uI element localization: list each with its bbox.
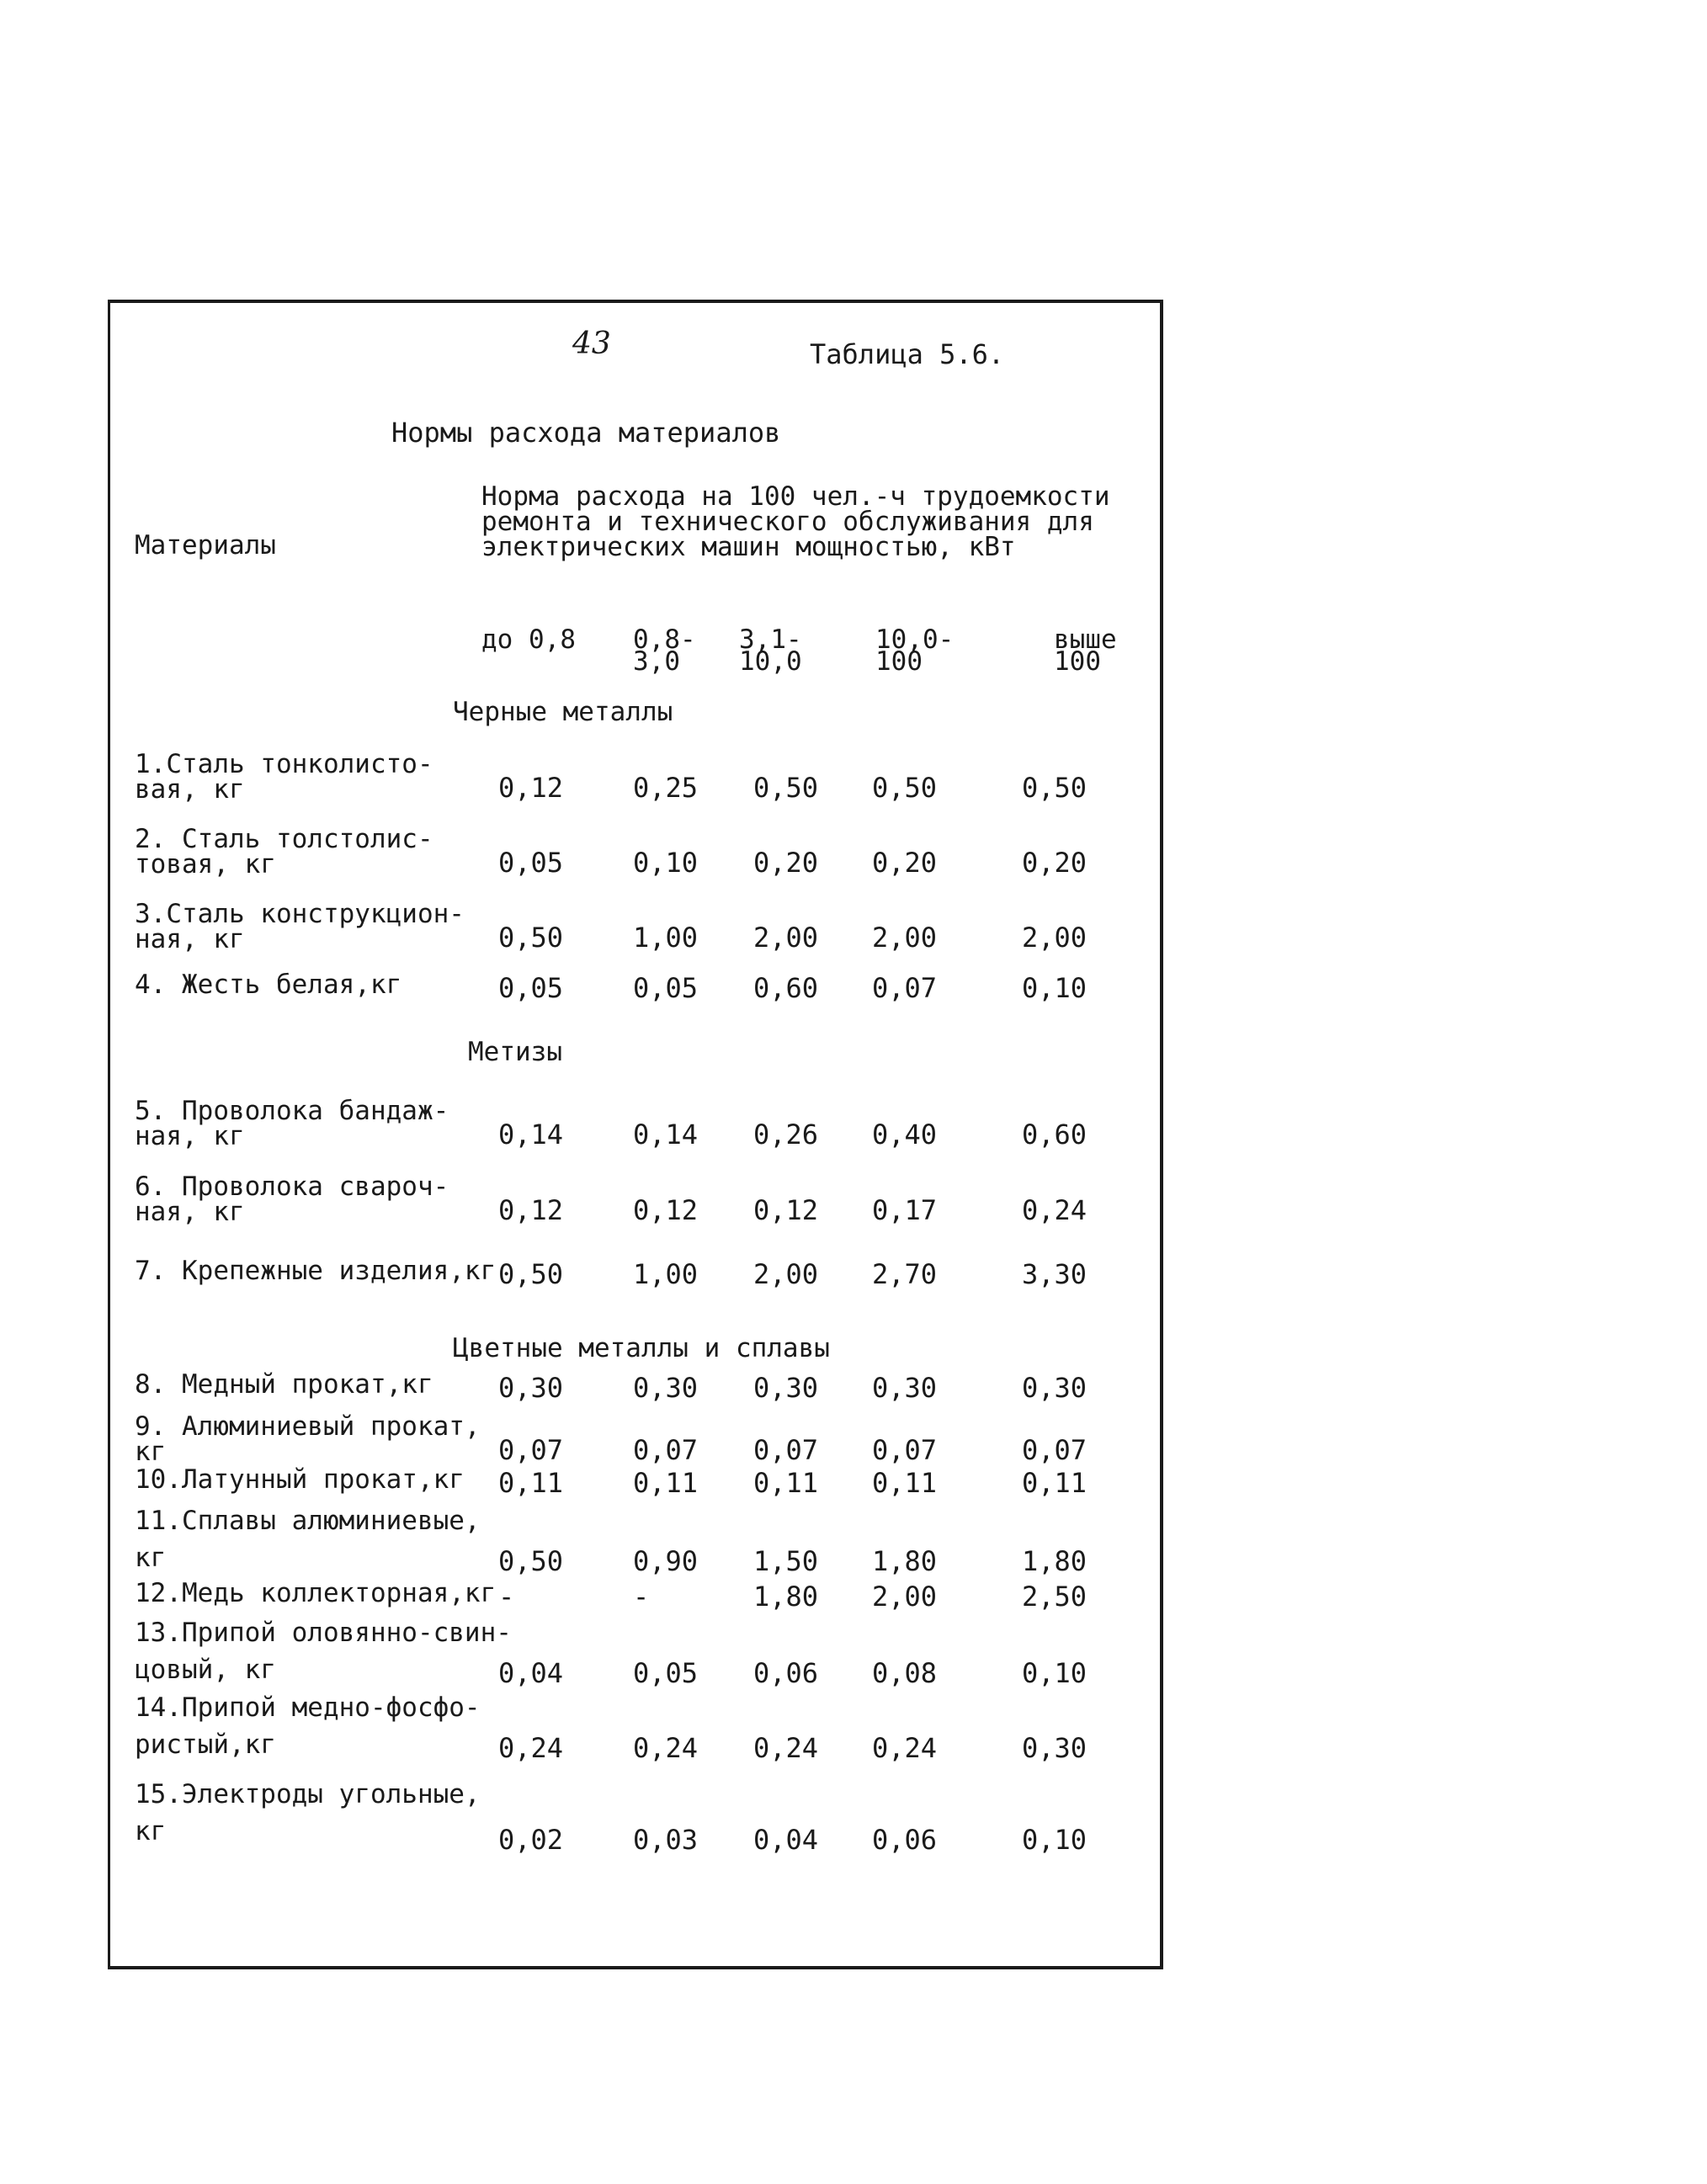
page-number: 43 xyxy=(572,327,611,361)
row-label: 14.Припой медно-фосфо- ристый,кг xyxy=(135,1692,481,1760)
table-cell: 0,05 xyxy=(498,847,564,879)
norm-header-line: электрических машин мощностью, кВт xyxy=(481,532,1016,562)
norm-header-line: Норма расхода на 100 чел.-ч трудоемкости xyxy=(481,481,1110,512)
table-cell: 0,60 xyxy=(753,972,819,1004)
table-cell: 0,25 xyxy=(633,772,699,804)
table-cell: 0,30 xyxy=(1022,1732,1087,1764)
section-title: Цветные металлы и сплавы xyxy=(453,1333,830,1363)
table-cell: 0,24 xyxy=(498,1732,564,1764)
table-cell: 0,11 xyxy=(633,1467,699,1499)
table-cell: 0,12 xyxy=(753,1194,819,1226)
table-cell: 0,17 xyxy=(872,1194,938,1226)
table-cell: 1,80 xyxy=(872,1545,938,1577)
table-cell: 0,50 xyxy=(1022,772,1087,804)
table-cell: 0,07 xyxy=(872,972,938,1004)
table-cell: 0,04 xyxy=(753,1824,819,1856)
table-cell: 0,10 xyxy=(633,847,699,879)
table-cell: 2,00 xyxy=(1022,922,1087,954)
table-cell: 0,50 xyxy=(872,772,938,804)
table-cell: 0,11 xyxy=(753,1467,819,1499)
table-cell: 0,07 xyxy=(498,1434,564,1466)
table-cell: 0,05 xyxy=(633,1657,699,1689)
table-cell: 0,50 xyxy=(498,1545,564,1577)
row-label: 12.Медь коллекторная,кг xyxy=(135,1578,497,1608)
table-cell: 0,07 xyxy=(1022,1434,1087,1466)
table-cell: 1,80 xyxy=(753,1581,819,1613)
row-label: 11.Сплавы алюминиевые, кг xyxy=(135,1506,481,1573)
row-label: 2. Сталь толстолис- товая, кг xyxy=(135,824,433,879)
table-cell: 2,00 xyxy=(753,1258,819,1290)
table-cell: 0,30 xyxy=(1022,1372,1087,1404)
table-cell: 2,50 xyxy=(1022,1581,1087,1613)
table-cell: 0,07 xyxy=(872,1434,938,1466)
table-cell: 0,12 xyxy=(498,1194,564,1226)
table-cell: 0,30 xyxy=(753,1372,819,1404)
table-cell: 0,05 xyxy=(498,972,564,1004)
table-cell: 0,12 xyxy=(633,1194,699,1226)
table-cell: 0,11 xyxy=(498,1467,564,1499)
table-cell: 0,50 xyxy=(753,772,819,804)
table-cell: 1,50 xyxy=(753,1545,819,1577)
table-cell: 0,26 xyxy=(753,1119,819,1150)
row-label: 15.Электроды угольные, кг xyxy=(135,1779,481,1847)
table-cell: 2,00 xyxy=(872,922,938,954)
row-label: 5. Проволока бандаж- ная, кг xyxy=(135,1096,449,1151)
table-cell: 1,00 xyxy=(633,922,699,954)
table-cell: 0,20 xyxy=(1022,847,1087,879)
row-label: 8. Медный прокат,кг xyxy=(135,1369,433,1400)
table-cell: 0,50 xyxy=(498,922,564,954)
table-number: Таблица 5.6. xyxy=(810,338,1005,370)
row-label: 10.Латунный прокат,кг xyxy=(135,1464,465,1495)
table-cell: 1,00 xyxy=(633,1258,699,1290)
table-cell: 0,03 xyxy=(633,1824,699,1856)
materials-header: Материалы xyxy=(135,530,276,561)
row-label: 6. Проволока свароч- ная, кг xyxy=(135,1172,449,1227)
table-cell: 0,07 xyxy=(753,1434,819,1466)
column-header: 3,1- 10,0 xyxy=(739,624,802,677)
table-cell: 0,10 xyxy=(1022,1657,1087,1689)
norm-header-line: ремонта и технического обслуживания для xyxy=(481,507,1094,537)
section-title: Метизы xyxy=(468,1037,562,1067)
table-cell: 0,11 xyxy=(872,1467,938,1499)
table-cell: 0,06 xyxy=(753,1657,819,1689)
table-cell: 2,70 xyxy=(872,1258,938,1290)
table-cell: 0,20 xyxy=(753,847,819,879)
section-title: Черные металлы xyxy=(453,697,673,727)
table-cell: 0,10 xyxy=(1022,972,1087,1004)
table-cell: 0,40 xyxy=(872,1119,938,1150)
table-cell: 2,00 xyxy=(753,922,819,954)
table-cell: 0,90 xyxy=(633,1545,699,1577)
table-title: Нормы расхода материалов xyxy=(391,417,781,449)
row-label: 4. Жесть белая,кг xyxy=(135,970,402,1000)
column-header: до 0,8 xyxy=(481,624,576,655)
table-cell: 0,05 xyxy=(633,972,699,1004)
table-cell: 0,24 xyxy=(872,1732,938,1764)
table-cell: 0,08 xyxy=(872,1657,938,1689)
table-cell: 0,30 xyxy=(872,1372,938,1404)
table-cell: 2,00 xyxy=(872,1581,938,1613)
table-cell: 0,24 xyxy=(1022,1194,1087,1226)
table-cell: 0,50 xyxy=(498,1258,564,1290)
row-label: 3.Сталь конструкцион- ная, кг xyxy=(135,899,465,954)
table-cell: - xyxy=(498,1581,515,1613)
table-cell: 0,10 xyxy=(1022,1824,1087,1856)
table-cell: - xyxy=(633,1581,650,1613)
table-cell: 0,02 xyxy=(498,1824,564,1856)
row-label: 1.Сталь тонколисто- вая, кг xyxy=(135,749,433,805)
table-cell: 3,30 xyxy=(1022,1258,1087,1290)
table-cell: 0,60 xyxy=(1022,1119,1087,1150)
row-label: 9. Алюминиевый прокат, кг xyxy=(135,1411,481,1467)
row-label: 13.Припой оловянно-свин- цовый, кг xyxy=(135,1618,512,1685)
table-cell: 0,07 xyxy=(633,1434,699,1466)
table-cell: 0,14 xyxy=(498,1119,564,1150)
table-cell: 0,30 xyxy=(498,1372,564,1404)
table-cell: 0,20 xyxy=(872,847,938,879)
table-cell: 0,04 xyxy=(498,1657,564,1689)
table-cell: 0,11 xyxy=(1022,1467,1087,1499)
table-cell: 0,12 xyxy=(498,772,564,804)
row-label: 7. Крепежные изделия,кг xyxy=(135,1256,497,1286)
table-cell: 1,80 xyxy=(1022,1545,1087,1577)
table-cell: 0,30 xyxy=(633,1372,699,1404)
column-header: выше 100 xyxy=(1054,624,1117,677)
column-header: 10,0- 100 xyxy=(875,624,955,677)
table-cell: 0,24 xyxy=(753,1732,819,1764)
column-header: 0,8- 3,0 xyxy=(633,624,696,677)
table-cell: 0,06 xyxy=(872,1824,938,1856)
table-cell: 0,14 xyxy=(633,1119,699,1150)
table-cell: 0,24 xyxy=(633,1732,699,1764)
